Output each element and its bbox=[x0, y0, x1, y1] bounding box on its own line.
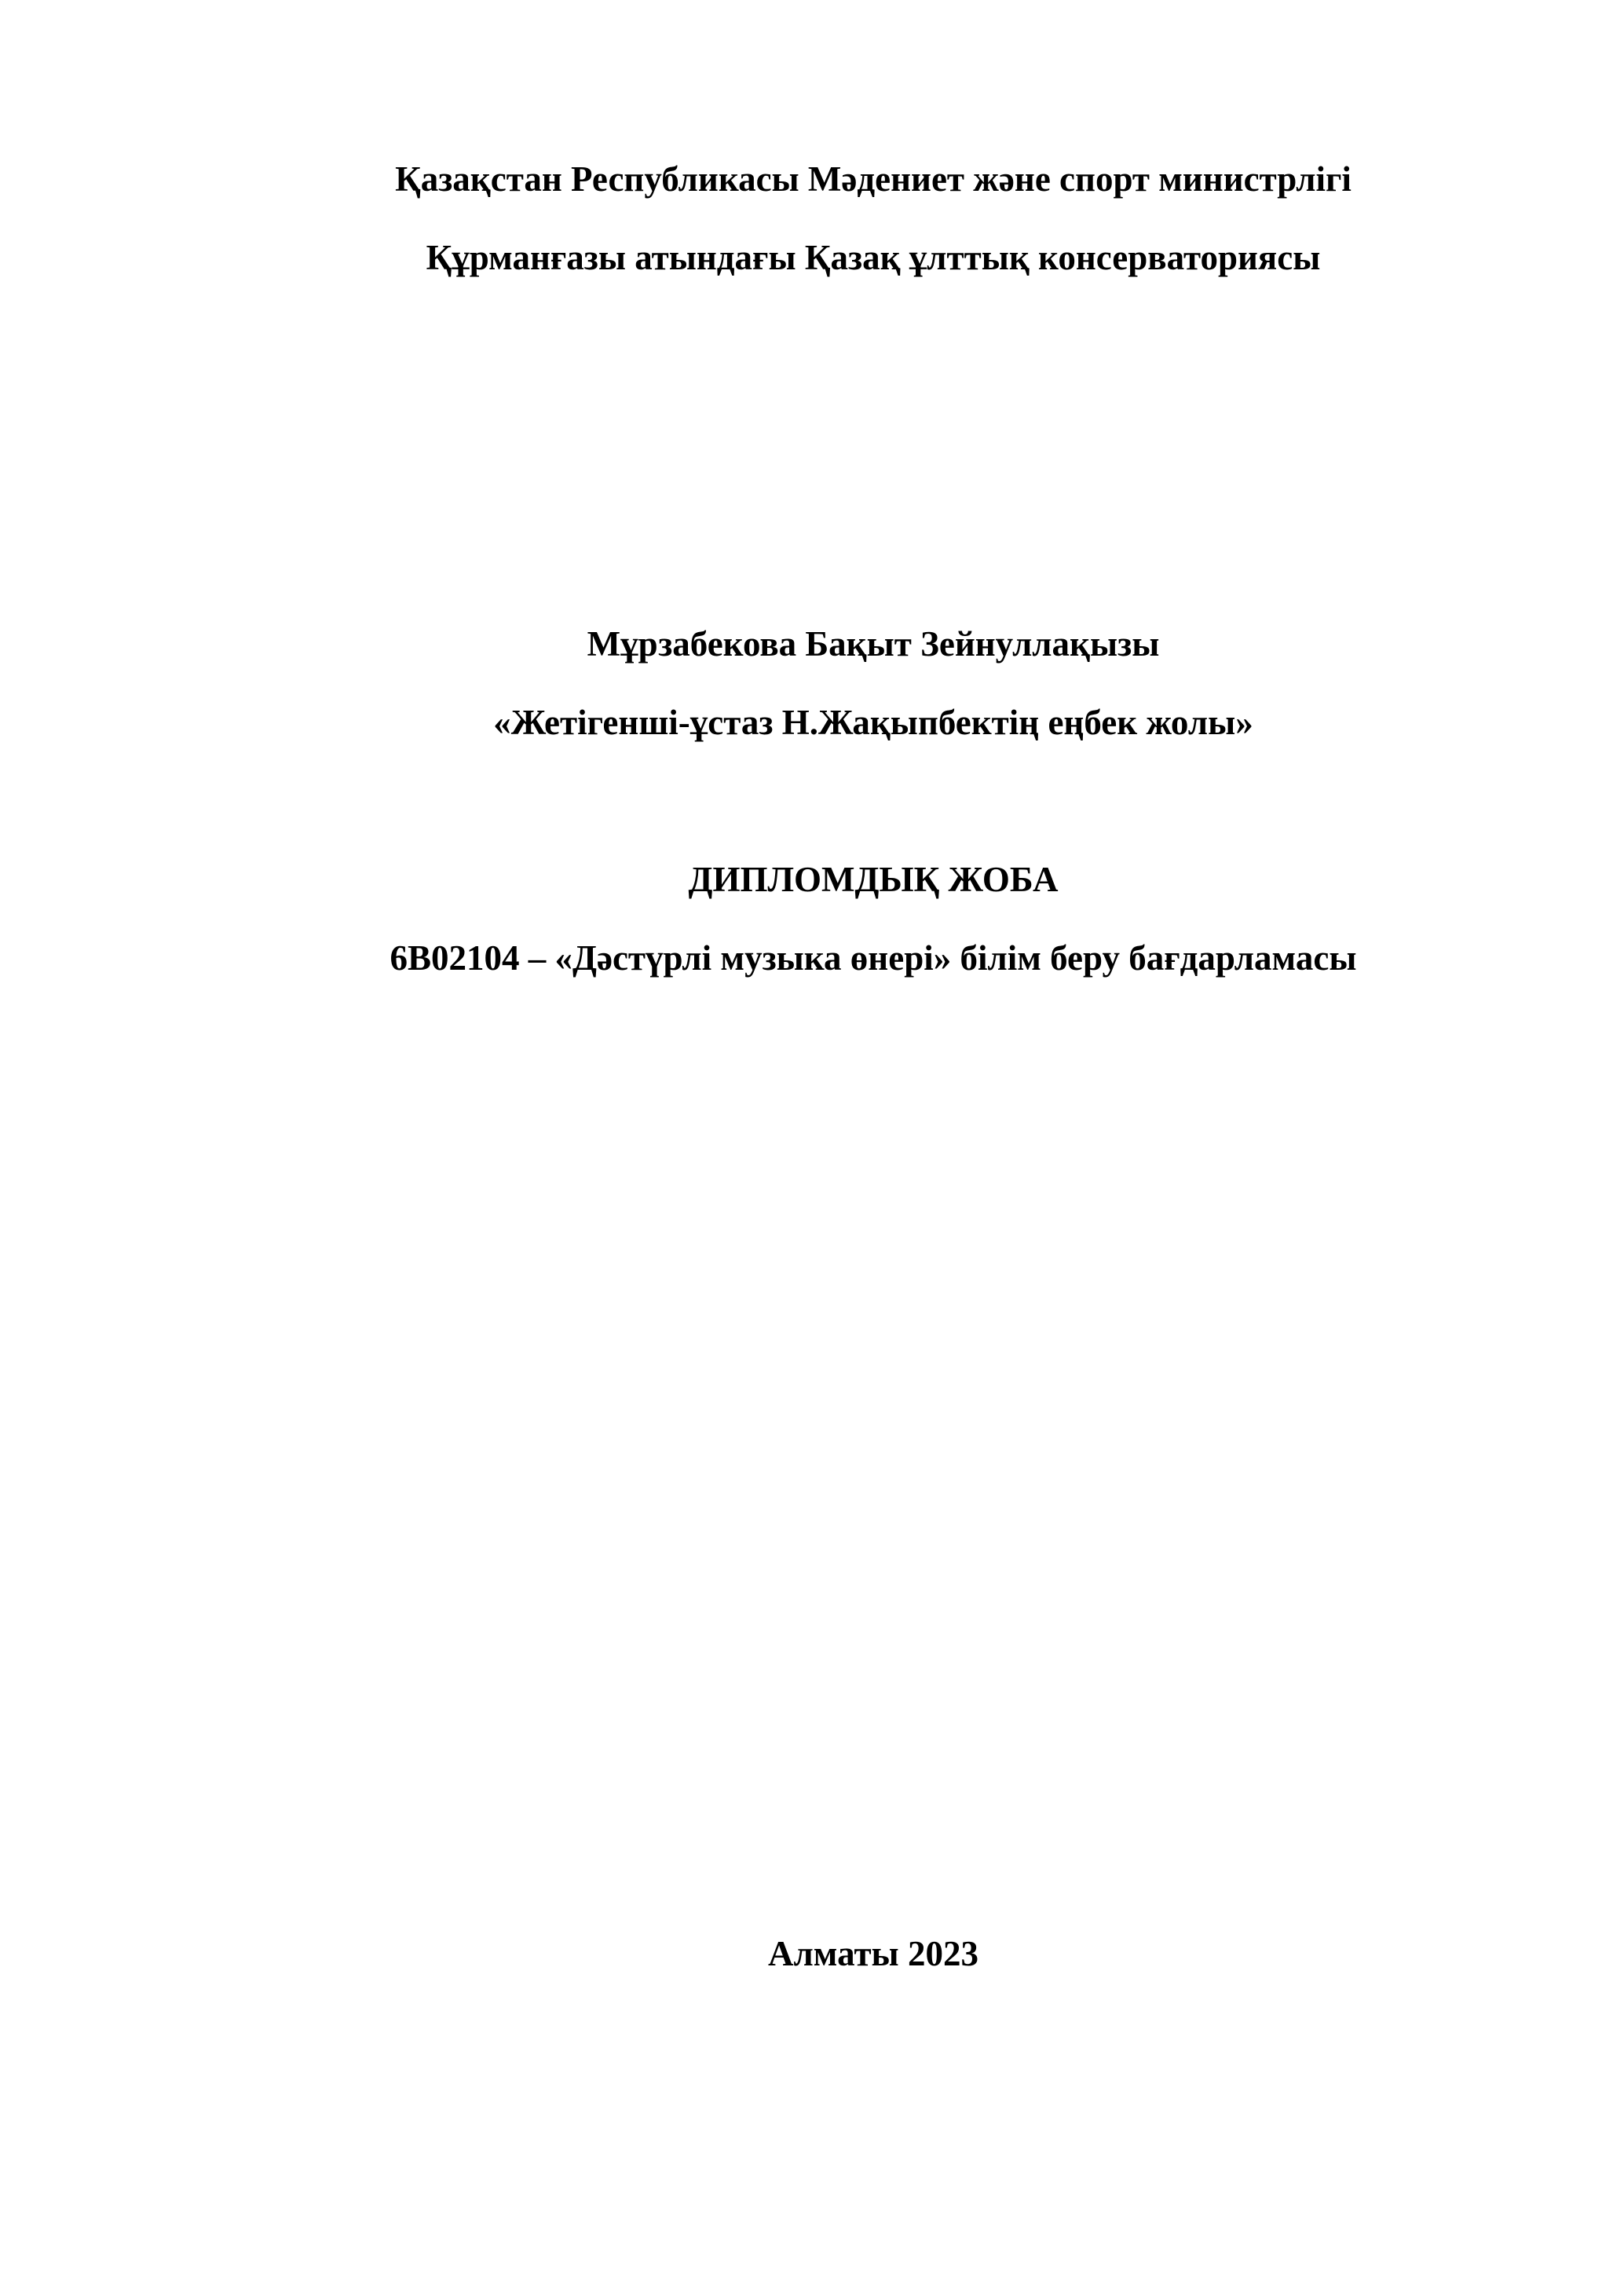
document-type bbox=[0, 857, 1624, 901]
education-program bbox=[0, 936, 1624, 980]
city-year bbox=[0, 1932, 1624, 1976]
thesis-title-text: «Жетігенші-ұстаз Н.Жақыпбектің еңбек жолы» bbox=[493, 703, 1253, 742]
author-text: Мұрзабекова Бақыт Зейнуллақызы bbox=[587, 624, 1160, 664]
author-name bbox=[0, 622, 1624, 666]
ministry-heading bbox=[0, 157, 1624, 201]
institution-heading bbox=[0, 236, 1624, 280]
city-year-text: Алматы 2023 bbox=[768, 1934, 978, 1973]
document-type-text: ДИПЛОМДЫҚ ЖОБА bbox=[688, 860, 1059, 899]
thesis-title bbox=[0, 700, 1624, 744]
education-program-text: 6В02104 – «Дәстүрлі музыка өнері» білім беру бағдарламасы bbox=[390, 938, 1357, 978]
institution-text: Құрманғазы атындағы Қазақ ұлттық консерваториясы bbox=[426, 238, 1321, 277]
ministry-text: Қазақстан Республикасы Мәдениет және спорт министрлігі bbox=[395, 159, 1352, 199]
